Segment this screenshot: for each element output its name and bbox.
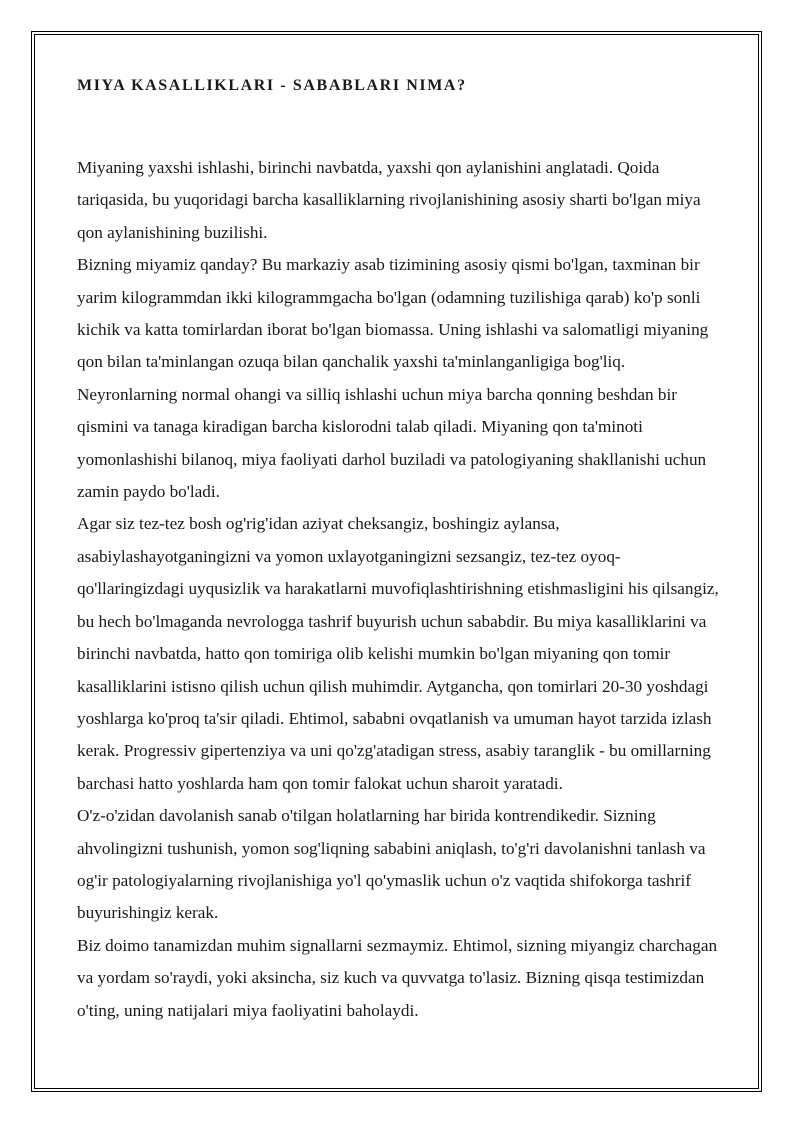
paragraph-4: O'z-o'zidan davolanish sanab o'tilgan holatlarning har birida kontrendikedir. Sizning ahvolingizni tushunish, yomon sog'liqning sababini aniqlash, to'g'ri davolanishni tanlash va og'ir patologiyalarning rivojlanishiga yo'l qo'ymaslik uchun o'z vaqtida shifokorga tashrif buyurishingiz kerak. bbox=[77, 806, 706, 923]
paragraph-3: Agar siz tez-tez bosh og'rig'idan aziyat cheksangiz, boshingiz aylansa, asabiylashayotganingizni va yomon uxlayotganingizni sezsangiz, tez-tez oyoq-qo'llaringizdagi uyqusizlik va harakatlarni muvofiqlashtirishning etishmasligini his qilsangiz, bu hech bo'lmaganda nevrologga tashrif buyurish uchun sababdir. Bu miya kasalliklarini va birinchi navbatda, hatto qon tomiriga olib kelishi mumkin bo'lgan miyaning qon tomir kasalliklarini istisno qilish uchun qilish muhimdir. Aytgancha, qon tomirlari 20-30 yoshdagi yoshlarga ko'proq ta'sir qiladi. Ehtimol, sababni ovqatlanish va umuman hayot tarzida izlash kerak. Progressiv gipertenziya va uni qo'zg'atadigan stress, asabiy taranglik - bu omillarning barchasi hatto yoshlarda ham qon tomir falokat uchun sharoit yaratadi. bbox=[77, 514, 719, 793]
paragraph-2: Bizning miyamiz qanday? Bu markaziy asab tizimining asosiy qismi bo'lgan, taxminan bir yarim kilogrammdan ikki kilogrammgacha bo'lgan (odamning tuzilishiga qarab) ko'p sonli kichik va katta tomirlardan iborat bo'lgan biomassa. Uning ishlashi va salomatligi miyaning qon bilan ta'minlangan ozuqa bilan qanchalik yaxshi ta'minlanganligiga bog'liq. Neyronlarning normal ohangi va silliq ishlashi uchun miya barcha qonning beshdan bir qismini va tanaga kiradigan barcha kislorodni talab qiladi. Miyaning qon ta'minoti yomonlashishi bilanoq, miya faoliyati darhol buziladi va patologiyaning shakllanishi uchun zamin paydo bo'ladi. bbox=[77, 255, 709, 502]
paragraph-1: Miyaning yaxshi ishlashi, birinchi navbatda, yaxshi qon aylanishini anglatadi. Qoida tariqasida, bu yuqoridagi barcha kasalliklarning rivojlanishining asosiy sharti bo'lgan miya qon aylanishining buzilishi. bbox=[77, 158, 701, 242]
document-title: MIYA KASALLIKLARI - SABABLARI NIMA? bbox=[77, 77, 467, 94]
document-body bbox=[77, 74, 727, 1027]
paragraph-5: Biz doimo tanamizdan muhim signallarni sezmaymiz. Ehtimol, sizning miyangiz charchagan va yordam so'raydi, yoki aksincha, siz kuch va quvvatga to'lasiz. Bizning qisqa testimizdan o'ting, uning natijalari miya faoliyatini baholaydi. bbox=[77, 935, 718, 1020]
